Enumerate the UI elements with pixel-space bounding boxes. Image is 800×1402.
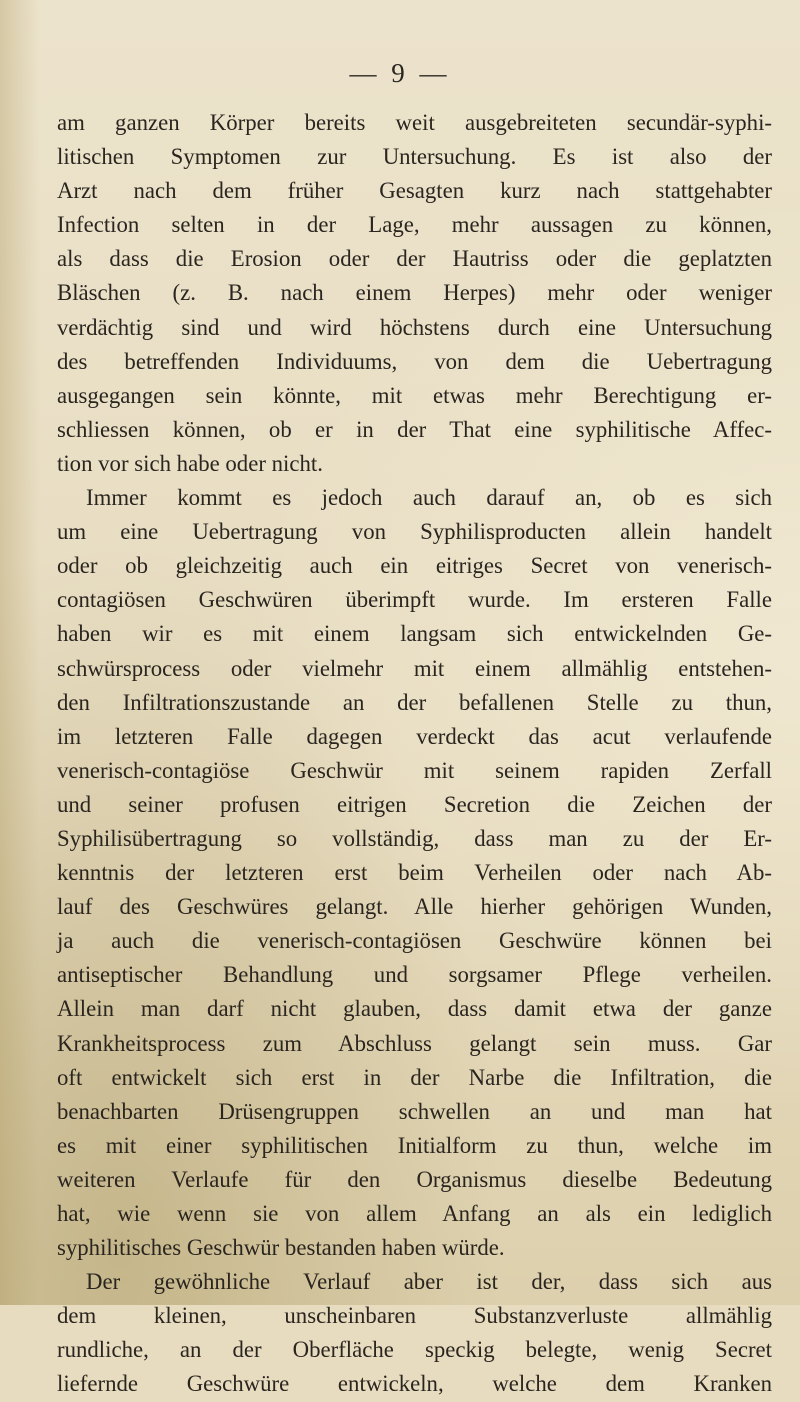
text-line: als dass die Erosion oder der Hautriss oder die geplatzten	[57, 246, 772, 272]
text-line: oder ob gleichzeitig auch ein eitriges Secret von venerisch-	[57, 553, 772, 579]
text-line: tion vor sich habe oder nicht.	[57, 450, 323, 476]
text-line: syphilitisches Geschwür bestanden haben würde.	[57, 1235, 505, 1261]
text-line: Infection selten in der Lage, mehr aussagen zu können,	[57, 212, 772, 238]
text-line: Arzt nach dem früher Gesagten kurz nach stattgehabter	[57, 178, 772, 204]
text-line: um eine Uebertragung von Syphilisproducten allein handelt	[57, 519, 772, 545]
text-line: schliessen können, ob er in der That eine syphilitische Affec-	[57, 416, 772, 442]
text-line: Immer kommt es jedoch auch darauf an, ob es sich	[86, 485, 772, 511]
text-line: Bläschen (z. B. nach einem Herpes) mehr oder weniger	[57, 280, 772, 306]
text-line: contagiösen Geschwüren überimpft wurde. Im ersteren Falle	[57, 587, 772, 613]
text-line: ausgegangen sein könnte, mit etwas mehr Berechtigung er-	[57, 382, 772, 408]
text-line: litischen Symptomen zur Untersuchung. Es ist also der	[57, 144, 772, 170]
text-line: benachbarten Drüsengruppen schwellen an und man hat	[57, 1098, 772, 1124]
text-line: schwürsprocess oder vielmehr mit einem allmählig entstehen-	[57, 655, 772, 681]
text-line: am ganzen Körper bereits weit ausgebreiteten secundär-syphi-	[57, 110, 772, 135]
text-line: weiteren Verlaufe für den Organismus dieselbe Bedeutung	[57, 1166, 772, 1192]
text-line: kenntnis der letzteren erst beim Verheilen oder nach Ab-	[57, 860, 772, 886]
text-line: Allein man darf nicht glauben, dass damit etwa der ganze	[57, 996, 772, 1022]
text-line: im letzteren Falle dagegen verdeckt das acut verlaufende	[57, 723, 772, 749]
text-line: rundliche, an der Oberfläche speckig belegte, wenig Secret	[57, 1337, 772, 1363]
text-line: Syphilisübertragung so vollständig, dass man zu der Er-	[57, 825, 772, 851]
text-line: Der gewöhnliche Verlauf aber ist der, dass sich aus	[86, 1269, 772, 1295]
text-line: des betreffenden Individuums, von dem die Uebertragung	[57, 348, 772, 374]
text-line: liefernde Geschwüre entwickeln, welche dem Kranken	[57, 1371, 772, 1397]
text-line: es mit einer syphilitischen Initialform zu thun, welche im	[57, 1132, 772, 1158]
text-line: dem kleinen, unscheinbaren Substanzverluste allmählig	[57, 1303, 772, 1329]
text-line: venerisch-contagiöse Geschwür mit seinem rapiden Zerfall	[57, 757, 772, 783]
text-line: ja auch die venerisch-contagiösen Geschwüre können bei	[57, 928, 772, 954]
text-line: verdächtig sind und wird höchstens durch eine Untersuchung	[57, 314, 772, 340]
text-line: Krankheitsprocess zum Abschluss gelangt sein muss. Gar	[57, 1030, 772, 1056]
text-line: und seiner profusen eitrigen Secretion die Zeichen der	[57, 791, 772, 817]
text-line: haben wir es mit einem langsam sich entwickelnden Ge-	[57, 621, 772, 647]
page-number: — 9 —	[349, 58, 451, 88]
body-text	[57, 106, 772, 1402]
text-line: antiseptischer Behandlung und sorgsamer Pflege verheilen.	[57, 962, 772, 988]
text-line: hat, wie wenn sie von allem Anfang an als ein lediglich	[57, 1201, 772, 1226]
text-line: den Infiltrationszustande an der befallenen Stelle zu thun,	[57, 689, 772, 715]
page-edge-shading	[0, 0, 40, 1305]
text-line: lauf des Geschwüres gelangt. Alle hierher gehörigen Wunden,	[57, 894, 772, 920]
text-line: oft entwickelt sich erst in der Narbe die Infiltration, die	[57, 1064, 772, 1090]
